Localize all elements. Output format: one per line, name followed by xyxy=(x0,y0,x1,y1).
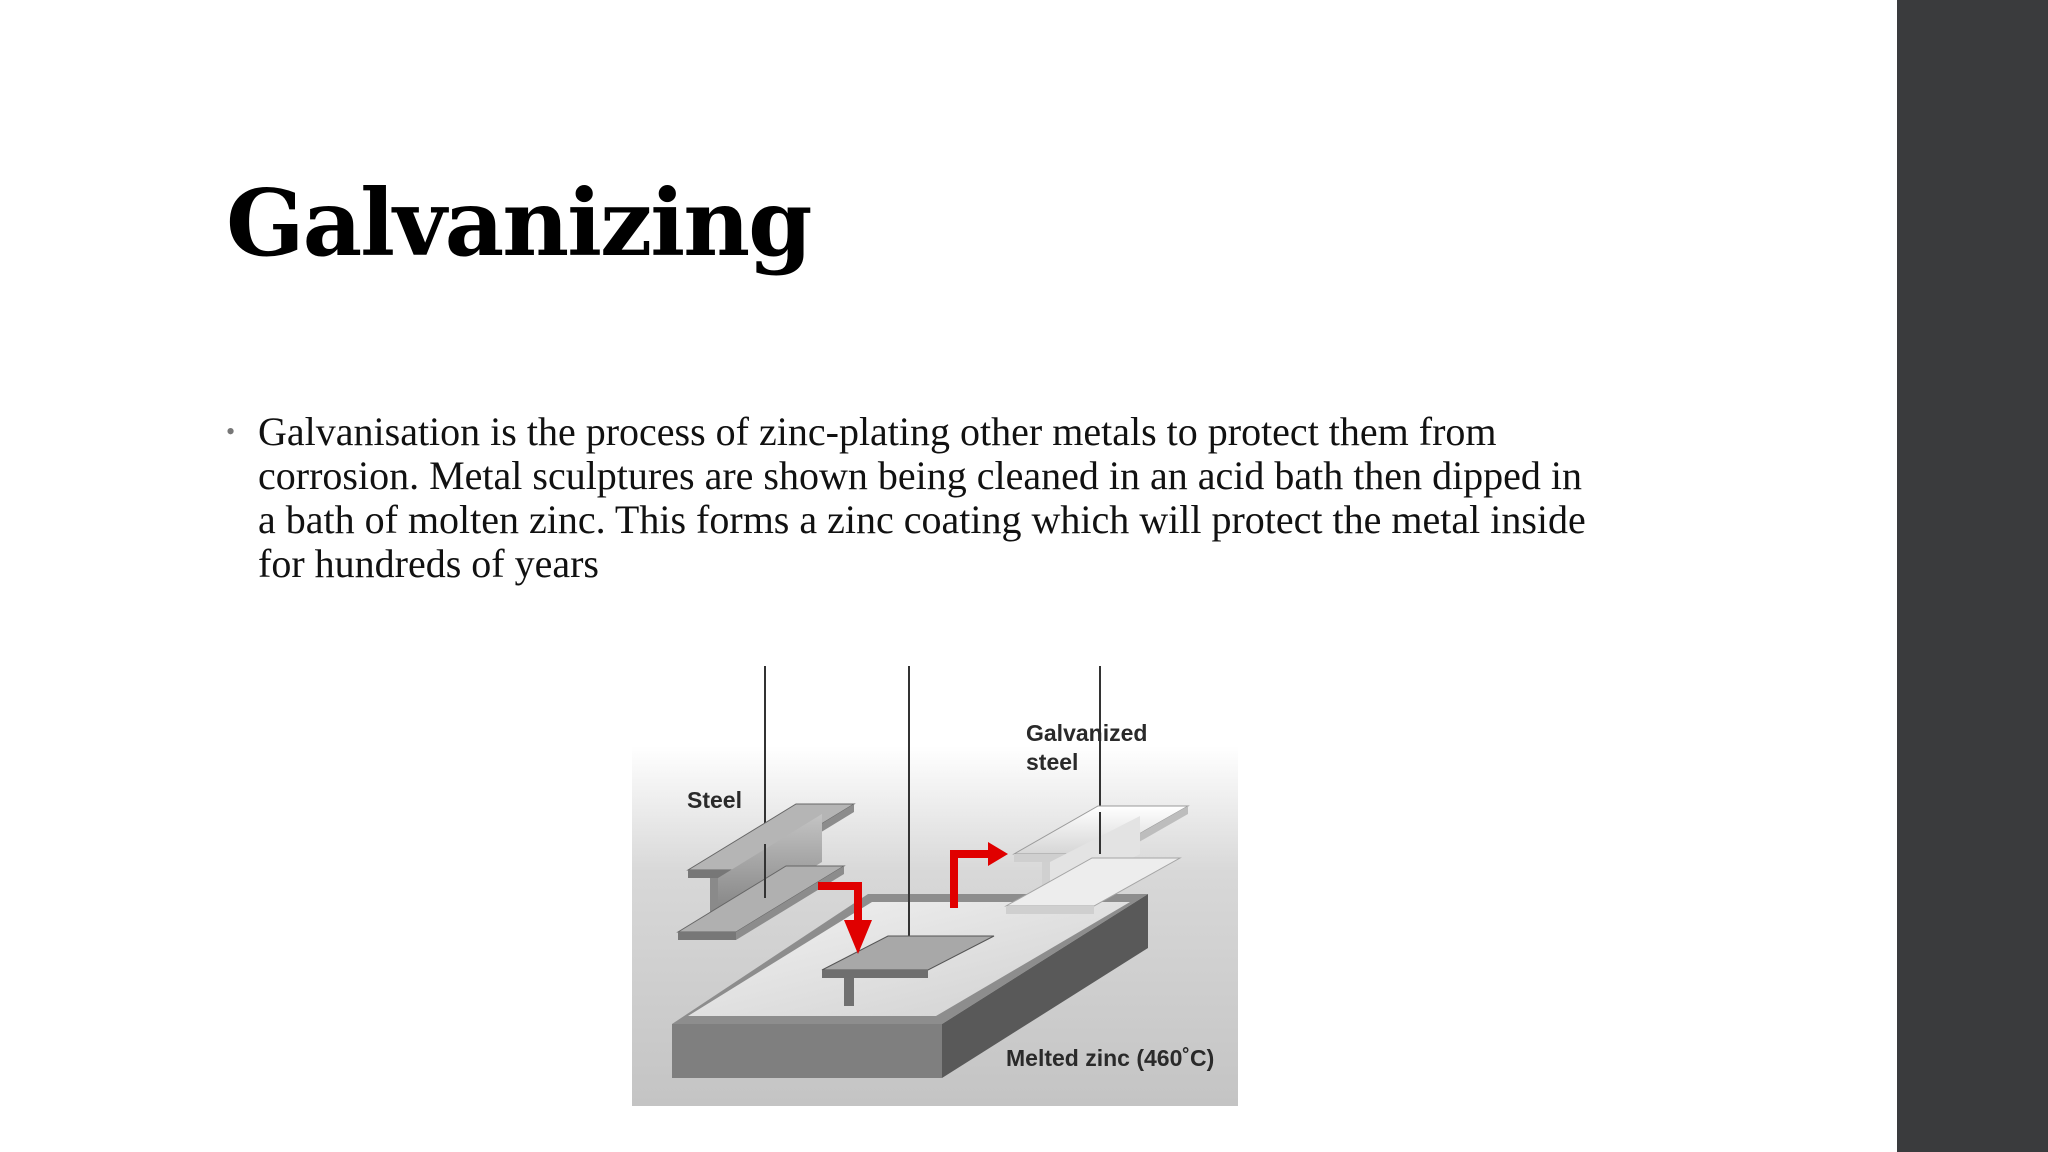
bullet-text: Galvanisation is the process of zinc-plating other metals to protect them from corrosion. Metal sculptures are shown being cleaned in an acid bath then dipped in a bath of molten zinc. This forms a zinc coating which will protect the metal inside for hundreds of years xyxy=(258,409,1586,586)
bullet-item xyxy=(226,410,1606,586)
melted-zinc-label: Melted zinc (460˚C) xyxy=(1006,1045,1215,1071)
bullet-icon: • xyxy=(226,417,236,446)
steel-label: Steel xyxy=(687,787,742,813)
galvanized-label-line2: steel xyxy=(1026,749,1079,775)
bullet-list xyxy=(226,410,1606,586)
slide-title: Galvanizing xyxy=(226,169,811,277)
side-bar xyxy=(1897,0,2048,1152)
galvanized-label-line1: Galvanized xyxy=(1026,720,1148,746)
galvanizing-diagram xyxy=(632,666,1238,1106)
